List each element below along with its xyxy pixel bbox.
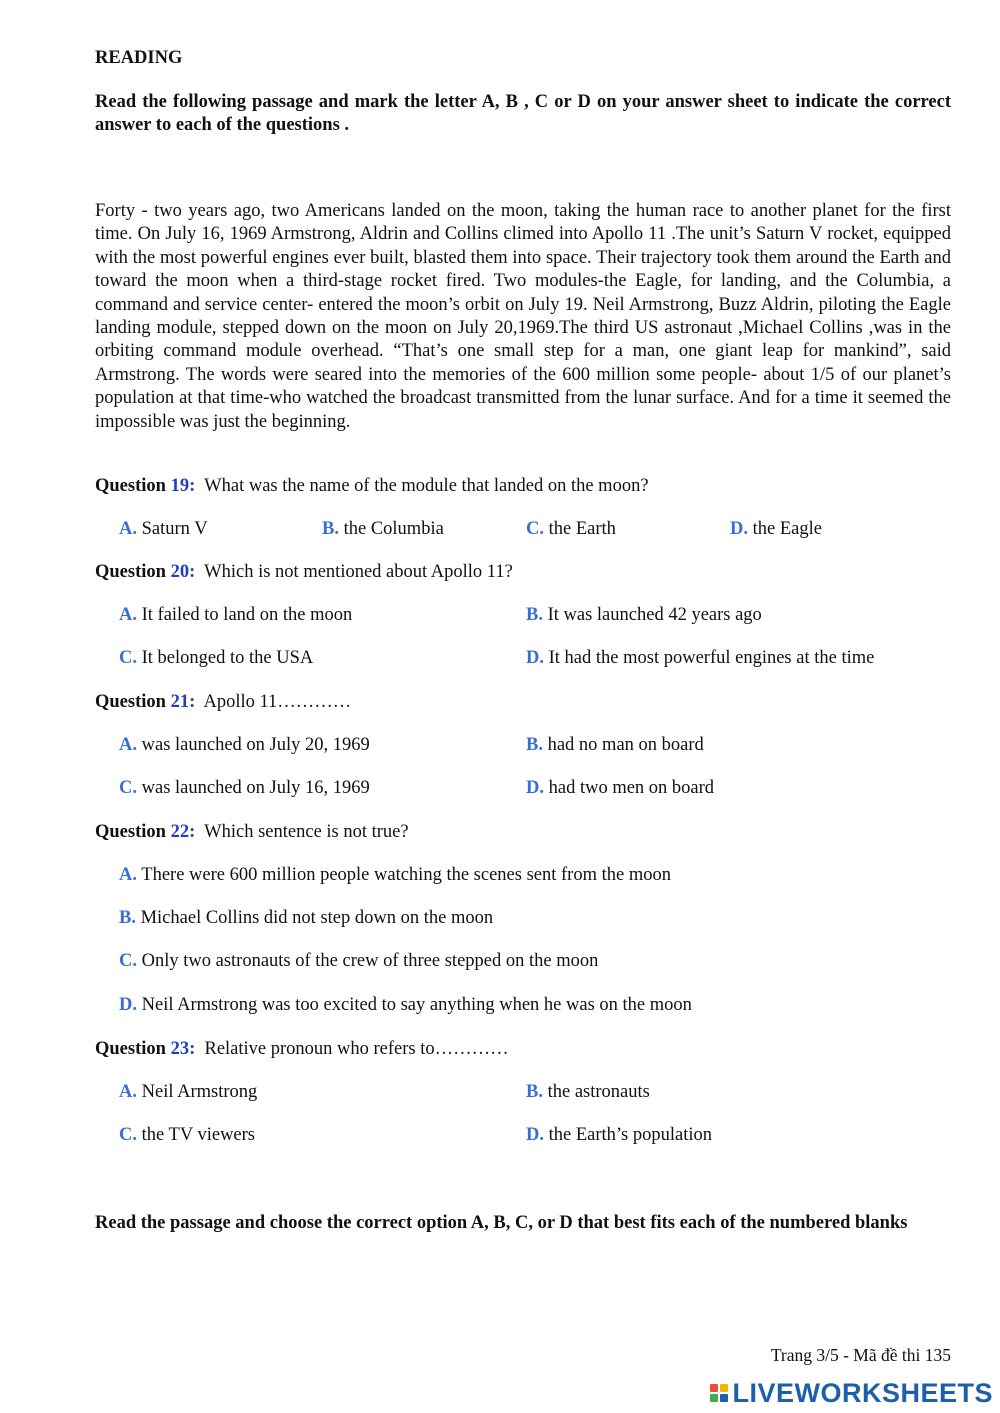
- option-23-a[interactable]: [119, 1082, 257, 1103]
- option-20-b[interactable]: [526, 605, 762, 626]
- option-text: was launched on July 16, 1969: [141, 778, 370, 798]
- option-letter: C.: [526, 519, 544, 539]
- question-21: [95, 692, 351, 713]
- option-letter: B.: [322, 519, 339, 539]
- section-title: READING: [95, 48, 183, 68]
- option-letter: A.: [119, 519, 137, 539]
- option-text: the Earth’s population: [548, 1125, 713, 1145]
- question-19: [95, 476, 649, 497]
- option-text: Only two astronauts of the crew of three stepped on the moon: [141, 951, 599, 971]
- question-number: 23:: [170, 1039, 196, 1059]
- question-label: Question: [95, 1039, 166, 1059]
- reading-passage: Forty - two years ago, two Americans landed on the moon, taking the human race to another planet for the first time. On July 16, 1969 Armstrong, Aldrin and Collins climed into Apollo 11 .The unit’s Saturn V rocket, equipped with the most powerful engines ever built, blasted them into space. Their trajectory took them around the Earth and toward the moon when a third-stage rocket fired. Two modules-the Eagle, for landing, and the Columbia, a command and service center- entered the moon’s orbit on July 19. Neil Armstrong, Buzz Aldrin, piloting the Eagle landing module, stepped down on the moon on July 20,1969.The third US astronaut ,Michael Collins ,was in the orbiting command module overhead. “That’s one small step for a man, one giant leap for mankind”, said Armstrong. The words were seared into the memories of the 600 million some people- about 1/5 of our planet’s population at that time-who watched the broadcast transmitted from the lunar surface. And for a time it seemed the impossible was just the beginning.: [95, 201, 951, 432]
- question-number: 20:: [170, 562, 196, 582]
- option-text: There were 600 million people watching the scenes sent from the moon: [141, 865, 671, 885]
- question-20: [95, 562, 513, 583]
- option-text: the astronauts: [547, 1082, 650, 1102]
- option-letter: B.: [526, 1082, 543, 1102]
- question-23: [95, 1039, 509, 1060]
- question-text: What was the name of the module that landed on the moon?: [204, 476, 649, 496]
- option-22-b[interactable]: [119, 908, 493, 929]
- option-text: had no man on board: [547, 735, 704, 755]
- question-text: Apollo 11…………: [203, 692, 352, 712]
- option-text: the TV viewers: [141, 1125, 256, 1145]
- question-22: [95, 822, 409, 843]
- option-20-a[interactable]: [119, 605, 352, 626]
- option-letter: C.: [119, 778, 137, 798]
- option-21-c[interactable]: [119, 778, 370, 799]
- liveworksheets-logo[interactable]: [710, 1376, 993, 1410]
- option-19-d[interactable]: [730, 519, 822, 540]
- option-text: was launched on July 20, 1969: [141, 735, 370, 755]
- option-text: Saturn V: [141, 519, 208, 539]
- option-text: Neil Armstrong was too excited to say anything when he was on the moon: [141, 995, 692, 1015]
- question-text: Relative pronoun who refers to…………: [204, 1039, 509, 1059]
- option-letter: A.: [119, 865, 137, 885]
- option-letter: A.: [119, 605, 137, 625]
- option-letter: D.: [526, 648, 544, 668]
- question-number: 21:: [170, 692, 196, 712]
- option-text: It belonged to the USA: [141, 648, 314, 668]
- option-23-c[interactable]: [119, 1125, 255, 1146]
- question-text: Which sentence is not true?: [204, 822, 409, 842]
- option-19-b[interactable]: [322, 519, 444, 540]
- option-letter: D.: [730, 519, 748, 539]
- option-text: Michael Collins did not step down on the moon: [140, 908, 494, 928]
- question-label: Question: [95, 562, 166, 582]
- question-label: Question: [95, 476, 166, 496]
- instruction-1: Read the following passage and mark the letter A, B , C or D on your answer sheet to indicate the correct answer to each of the questions .: [95, 92, 951, 135]
- option-19-c[interactable]: [526, 519, 616, 540]
- option-letter: B.: [526, 605, 543, 625]
- question-label: Question: [95, 822, 166, 842]
- option-letter: A.: [119, 735, 137, 755]
- option-letter: C.: [119, 1125, 137, 1145]
- option-letter: D.: [526, 778, 544, 798]
- option-20-d[interactable]: [526, 648, 874, 669]
- option-22-d[interactable]: [119, 995, 692, 1016]
- option-text: It was launched 42 years ago: [547, 605, 762, 625]
- option-letter: A.: [119, 1082, 137, 1102]
- question-text: Which is not mentioned about Apollo 11?: [204, 562, 513, 582]
- option-23-b[interactable]: [526, 1082, 650, 1103]
- option-text: the Eagle: [752, 519, 822, 539]
- option-19-a[interactable]: [119, 519, 208, 540]
- option-text: had two men on board: [548, 778, 715, 798]
- option-21-d[interactable]: [526, 778, 714, 799]
- option-letter: C.: [119, 648, 137, 668]
- instruction-2: Read the passage and choose the correct option A, B, C, or D that best fits each of the numbered blanks: [95, 1213, 908, 1233]
- option-text: Neil Armstrong: [141, 1082, 258, 1102]
- option-text: the Columbia: [343, 519, 444, 539]
- option-text: the Earth: [548, 519, 616, 539]
- option-22-a[interactable]: [119, 865, 671, 886]
- question-number: 22:: [170, 822, 196, 842]
- option-letter: C.: [119, 951, 137, 971]
- option-letter: B.: [526, 735, 543, 755]
- page-footer: Trang 3/5 - Mã đề thi 135: [770, 1345, 951, 1365]
- option-22-c[interactable]: [119, 951, 598, 972]
- option-letter: D.: [526, 1125, 544, 1145]
- question-label: Question: [95, 692, 166, 712]
- option-text: It had the most powerful engines at the time: [548, 648, 875, 668]
- option-letter: D.: [119, 995, 137, 1015]
- option-text: It failed to land on the moon: [141, 605, 353, 625]
- option-23-d[interactable]: [526, 1125, 712, 1146]
- logo-text: LIVEWORKSHEETS: [732, 1377, 993, 1408]
- option-21-a[interactable]: [119, 735, 370, 756]
- logo-mark-icon: [710, 1384, 728, 1402]
- question-number: 19:: [170, 476, 196, 496]
- option-21-b[interactable]: [526, 735, 704, 756]
- option-20-c[interactable]: [119, 648, 313, 669]
- option-letter: B.: [119, 908, 136, 928]
